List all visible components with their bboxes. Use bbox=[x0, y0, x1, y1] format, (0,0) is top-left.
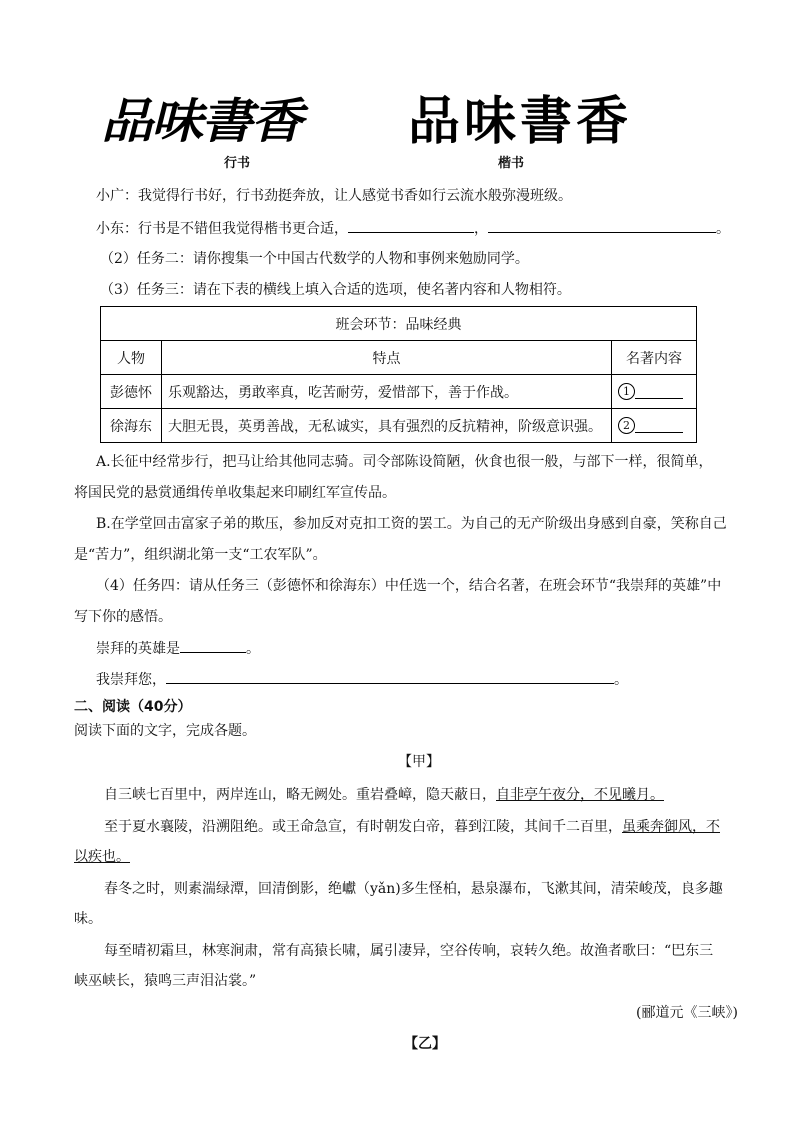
content-cell[interactable] bbox=[612, 375, 697, 409]
circled-number: 2 bbox=[618, 417, 635, 434]
paragraph-1 bbox=[104, 785, 664, 805]
paragraph-4-line1: 每至晴初霜旦，林寒涧肃，常有高猿长啸，属引凄异，空谷传响，哀转久绝。故渔者歌曰：“巴东三 bbox=[104, 943, 714, 959]
comma: ， bbox=[474, 221, 488, 237]
person-cell: 徐海东 bbox=[101, 409, 162, 443]
p2-underlined: 虽乘奔御风，不 bbox=[622, 819, 720, 835]
xingshu-calligraphy: 品味書香 bbox=[98, 93, 313, 150]
answer-blank[interactable] bbox=[635, 384, 683, 399]
hero-line bbox=[96, 638, 260, 659]
kaishu-calligraphy: 品味書香 bbox=[408, 91, 633, 152]
content-cell[interactable] bbox=[612, 409, 697, 443]
table-row bbox=[101, 375, 697, 409]
person-cell: 彭德怀 bbox=[101, 375, 162, 409]
option-a-line2: 将国民党的悬赏通缉传单收集起来印刷红军宣传品。 bbox=[74, 485, 396, 501]
header-trait: 特点 bbox=[162, 341, 612, 375]
xiaodong-text: 小东：行书是不错但我觉得楷书更合适， bbox=[96, 221, 348, 237]
answer-blank[interactable] bbox=[348, 218, 474, 233]
period: 。 bbox=[246, 641, 260, 657]
admire-line bbox=[96, 669, 628, 690]
paragraph-3-line1: 春冬之时，则素湍绿潭，回清倒影，绝巘（yǎn)多生怪柏，悬泉瀑布，飞漱其间，清荣峻茂，良多趣 bbox=[104, 881, 723, 897]
p2-text: 至于夏水襄陵，沿溯阻绝。或王命急宣，有时朝发白帝，暮到江陵，其间千二百里， bbox=[104, 819, 622, 835]
hero-blank[interactable] bbox=[180, 638, 246, 653]
period: 。 bbox=[716, 221, 730, 237]
option-a-line1: A.长征中经常步行，把马让给其他同志骑。司令部陈设简陋，伙食也很一般，与部下一样，很简单， bbox=[96, 454, 713, 470]
jia-label: 【甲】 bbox=[398, 754, 440, 770]
xingshu-caption: 行书 bbox=[224, 156, 251, 171]
kaishu-caption: 楷书 bbox=[498, 156, 525, 171]
trait-cell: 乐观豁达，勇敢率真，吃苦耐劳，爱惜部下，善于作战。 bbox=[162, 375, 612, 409]
xiaoguang-line: 小广：我觉得行书好，行书劲挺奔放，让人感觉书香如行云流水般弥漫班级。 bbox=[96, 188, 572, 204]
classic-works-table bbox=[100, 306, 697, 443]
paragraph-2-cont bbox=[74, 847, 130, 867]
source-citation: (郦道元《三峡》) bbox=[636, 1005, 738, 1021]
answer-blank[interactable] bbox=[635, 418, 683, 433]
option-b-line1: B.在学堂回击富家子弟的欺压，参加反对克扣工资的罢工。为自己的无产阶级出身感到自豪，笑称自己 bbox=[96, 516, 727, 532]
answer-blank[interactable] bbox=[488, 218, 716, 233]
p2-underlined-cont: 以疾也。 bbox=[74, 849, 130, 865]
admire-blank[interactable] bbox=[166, 669, 614, 684]
task4-line1: （4）任务四：请从任务三（彭德怀和徐海东）中任选一个，结合名著，在班会环节“我崇拜的英雄”中 bbox=[96, 578, 722, 594]
section-heading: 二、阅读（40分） bbox=[74, 699, 192, 715]
table-title: 班会环节：品味经典 bbox=[101, 307, 697, 341]
task2-text: （2）任务二：请你搜集一个中国古代数学的人物和事例来勉励同学。 bbox=[100, 251, 529, 267]
xiaodong-line bbox=[96, 218, 730, 239]
p1-underlined: 自非亭午夜分，不见曦月。 bbox=[496, 787, 664, 803]
circled-number: 1 bbox=[618, 383, 635, 400]
hero-label: 崇拜的英雄是 bbox=[96, 641, 180, 657]
admire-label: 我崇拜您， bbox=[96, 672, 166, 688]
paragraph-4-line2: 峡巫峡长，猿鸣三声泪沾裳。” bbox=[74, 973, 257, 989]
table-row bbox=[101, 409, 697, 443]
option-b-line2: 是“苦力”，组织湖北第一支“工农军队”。 bbox=[74, 547, 327, 563]
trait-cell: 大胆无畏，英勇善战，无私诚实，具有强烈的反抗精神，阶级意识强。 bbox=[162, 409, 612, 443]
period: 。 bbox=[614, 672, 628, 688]
reading-instruction: 阅读下面的文字，完成各题。 bbox=[74, 723, 256, 739]
header-content: 名著内容 bbox=[612, 341, 697, 375]
task4-line2: 写下你的感悟。 bbox=[74, 609, 172, 625]
p1-text: 自三峡七百里中，两岸连山，略无阙处。重岩叠嶂，隐天蔽日， bbox=[104, 787, 496, 803]
yi-label: 【乙】 bbox=[404, 1036, 446, 1052]
header-person: 人物 bbox=[101, 341, 162, 375]
task3-text: （3）任务三：请在下表的横线上填入合适的选项，使名著内容和人物相符。 bbox=[100, 282, 571, 298]
paragraph-3-line2: 味。 bbox=[74, 911, 102, 927]
paragraph-2 bbox=[104, 817, 720, 837]
